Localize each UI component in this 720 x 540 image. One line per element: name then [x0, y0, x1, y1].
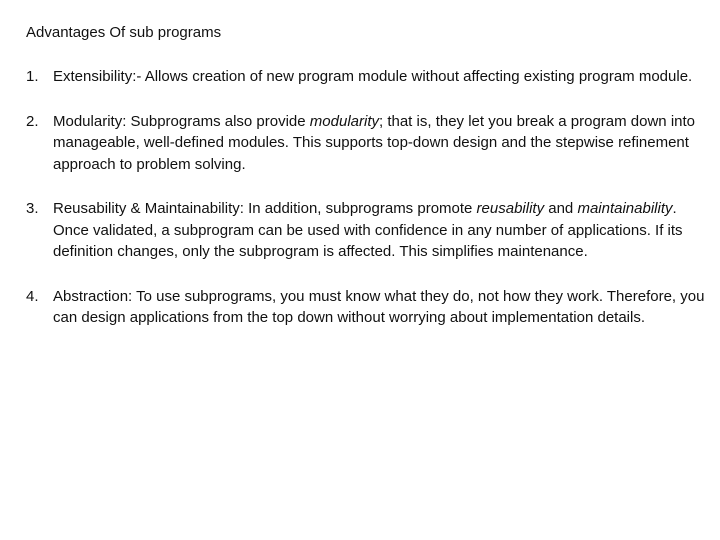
text-run: and [544, 200, 578, 217]
list-item-number: 4. [26, 287, 39, 305]
list-item [26, 111, 706, 176]
emphasized-text: reusability [476, 200, 545, 217]
list-item-text [53, 66, 706, 88]
advantages-list [26, 66, 706, 352]
list-item-text [53, 198, 706, 263]
emphasized-text: maintainability [577, 200, 673, 217]
text-run: Extensibility:- Allows creation of new program module without affecting existing program module. [53, 68, 693, 85]
list-item [26, 286, 706, 329]
list-item [26, 66, 706, 88]
text-run: Modularity: Subprograms also provide [53, 112, 310, 130]
text-run: ; that is, they let you break a program down into manageable, well-defined modules. This supports top-down design and the stepwise refinement approach to problem solving. [53, 112, 696, 173]
list-item-number: 2. [26, 112, 39, 130]
text-run: Abstraction: To use subprograms, you must know what they do, not how they work. Therefore, you can design applications from the top down without worrying about implementation details. [53, 287, 705, 326]
list-item-number: 1. [26, 68, 39, 85]
slide-title: Advantages Of sub programs [26, 24, 222, 41]
emphasized-text: modularity [309, 112, 379, 130]
text-run: Reusability & Maintainability: In addition, subprograms promote [53, 200, 477, 217]
list-item-text [53, 111, 706, 176]
list-item-number: 3. [26, 200, 39, 217]
list-item-text [53, 286, 706, 329]
text-run: . Once validated, a subprogram can be used with confidence in any number of applications. If its definition changes, only the subprogram is affected. This simplifies maintenance. [53, 200, 683, 260]
list-item [26, 198, 706, 263]
